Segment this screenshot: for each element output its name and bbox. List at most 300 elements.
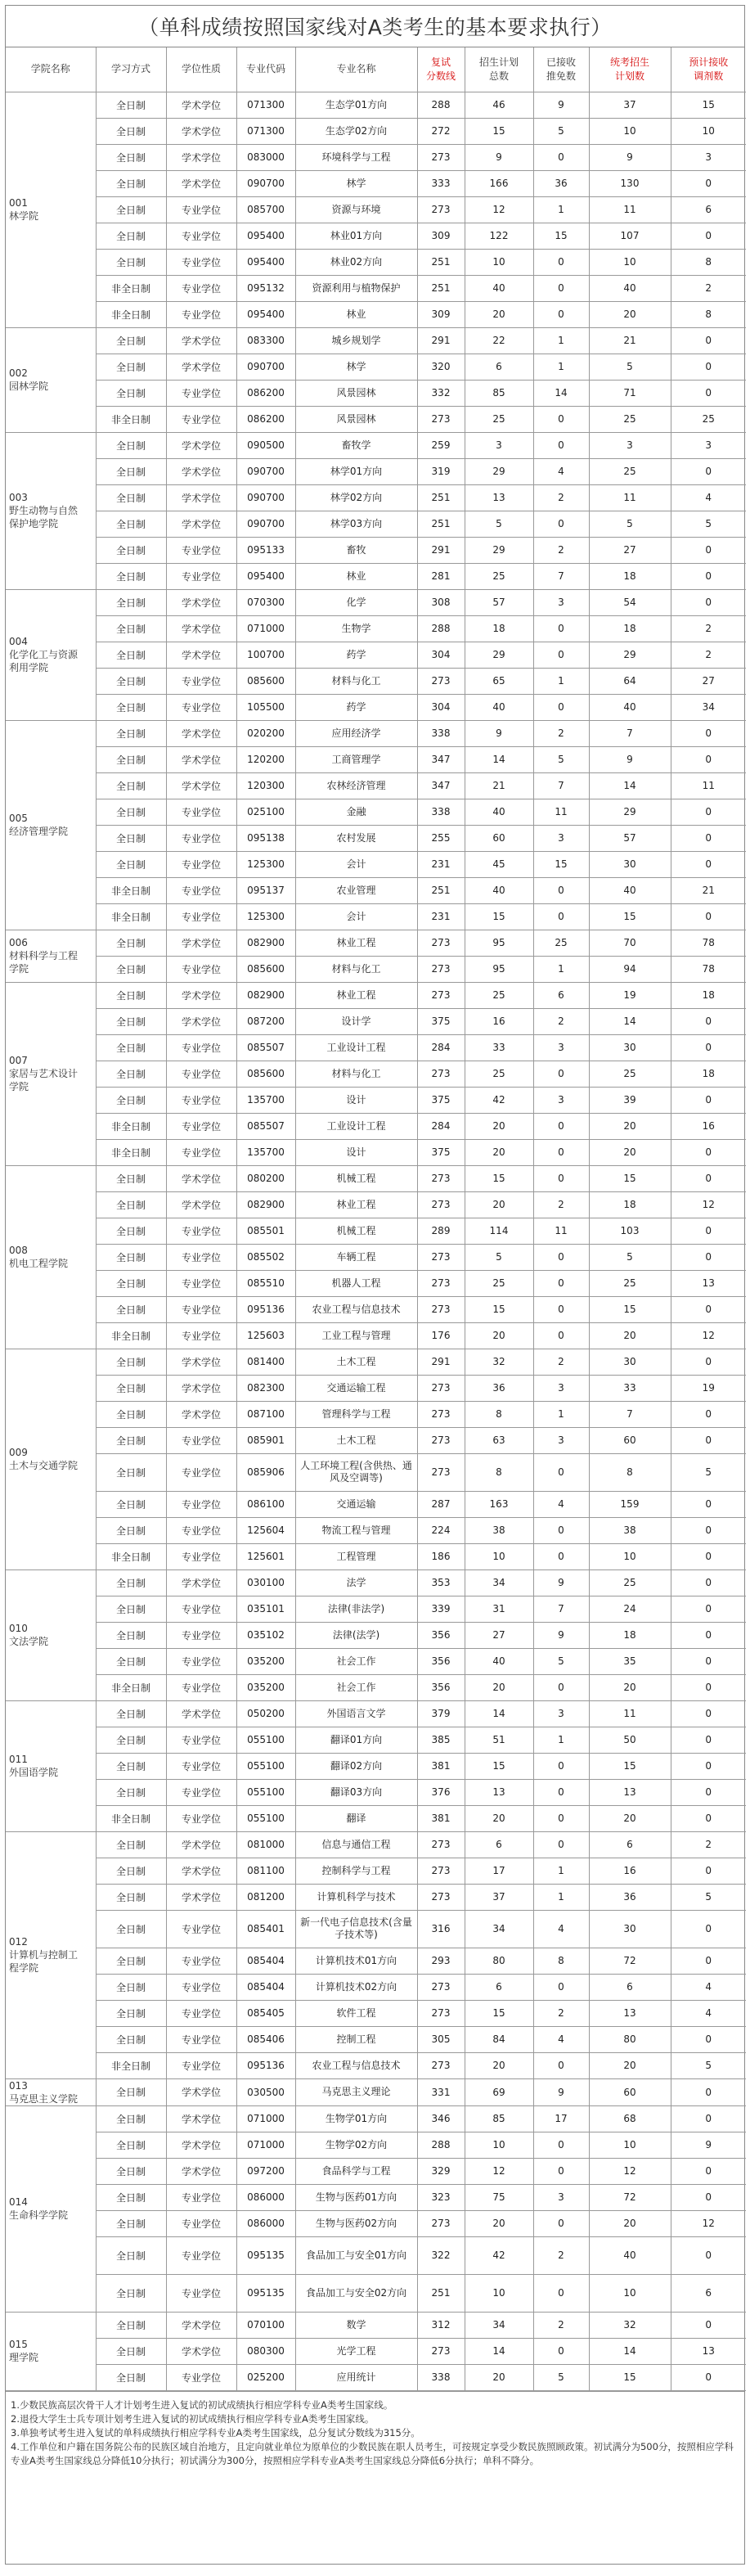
cell-plan: 25 xyxy=(465,1061,533,1087)
cell-code: 125300 xyxy=(236,903,295,930)
cell-score: 273 xyxy=(417,982,465,1008)
cell-adjust: 3 xyxy=(671,144,746,170)
cell-score: 273 xyxy=(417,2338,465,2364)
cell-major: 林业工程 xyxy=(295,930,417,956)
cell-score: 273 xyxy=(417,1270,465,1296)
cell-exempt: 0 xyxy=(533,406,589,432)
cell-plan: 13 xyxy=(465,484,533,511)
cell-code: 095133 xyxy=(236,537,295,563)
cell-major: 信息与通信工程 xyxy=(295,1831,417,1858)
cell-exempt: 0 xyxy=(533,1165,589,1191)
table-row xyxy=(6,615,746,642)
cell-major: 生物与医药02方向 xyxy=(295,2210,417,2236)
cell-adjust: 16 xyxy=(671,1113,746,1139)
cell-plan: 15 xyxy=(465,2000,533,2026)
cell-plan: 40 xyxy=(465,694,533,720)
cell-code: 082900 xyxy=(236,1191,295,1218)
cell-score: 186 xyxy=(417,1543,465,1569)
cell-unified: 20 xyxy=(589,1805,671,1831)
cell-plan: 13 xyxy=(465,1779,533,1805)
table-row xyxy=(6,1753,746,1779)
cell-unified: 20 xyxy=(589,1139,671,1165)
cell-exempt: 7 xyxy=(533,563,589,589)
cell-adjust: 0 xyxy=(671,1596,746,1622)
cell-exempt: 0 xyxy=(533,2338,589,2364)
cell-major: 生态学02方向 xyxy=(295,118,417,144)
table-row xyxy=(6,772,746,799)
cell-degree: 学术学位 xyxy=(166,354,236,380)
cell-score: 288 xyxy=(417,92,465,118)
cell-plan: 85 xyxy=(465,380,533,406)
cell-adjust: 0 xyxy=(671,1543,746,1569)
table-row xyxy=(6,275,746,301)
cell-adjust: 0 xyxy=(671,354,746,380)
cell-unified: 20 xyxy=(589,2210,671,2236)
cell-code: 070100 xyxy=(236,2312,295,2338)
table-row xyxy=(6,1113,746,1139)
table-row xyxy=(6,2026,746,2052)
cell-unified: 13 xyxy=(589,2000,671,2026)
cell-exempt: 0 xyxy=(533,694,589,720)
cell-plan: 15 xyxy=(465,118,533,144)
cell-plan: 20 xyxy=(465,301,533,327)
cell-code: 082900 xyxy=(236,982,295,1008)
table-row xyxy=(6,170,746,196)
cell-major: 计算机科学与技术 xyxy=(295,1884,417,1910)
cell-plan: 38 xyxy=(465,1517,533,1543)
table-row xyxy=(6,877,746,903)
cell-exempt: 15 xyxy=(533,851,589,877)
cell-mode: 全日制 xyxy=(96,930,166,956)
cell-exempt: 0 xyxy=(533,2132,589,2158)
cell-adjust: 0 xyxy=(671,1674,746,1700)
cell-adjust: 0 xyxy=(671,2078,746,2105)
cell-plan: 15 xyxy=(465,903,533,930)
table-row xyxy=(6,1727,746,1753)
cell-unified: 72 xyxy=(589,1948,671,1974)
cell-unified: 6 xyxy=(589,1974,671,2000)
cell-score: 346 xyxy=(417,2105,465,2132)
cell-adjust: 0 xyxy=(671,2312,746,2338)
cell-plan: 21 xyxy=(465,772,533,799)
cell-unified: 50 xyxy=(589,1727,671,1753)
cell-unified: 36 xyxy=(589,1884,671,1910)
cell-exempt: 4 xyxy=(533,1910,589,1948)
cell-score: 379 xyxy=(417,1700,465,1727)
cell-score: 251 xyxy=(417,2274,465,2312)
cell-major: 会计 xyxy=(295,851,417,877)
cell-exempt: 0 xyxy=(533,511,589,537)
cell-mode: 非全日制 xyxy=(96,406,166,432)
cell-mode: 全日制 xyxy=(96,2236,166,2274)
cell-code: 085405 xyxy=(236,2000,295,2026)
cell-plan: 40 xyxy=(465,799,533,825)
cell-unified: 20 xyxy=(589,301,671,327)
cell-adjust: 0 xyxy=(671,1569,746,1596)
cell-adjust: 0 xyxy=(671,1165,746,1191)
cell-degree: 专业学位 xyxy=(166,380,236,406)
cell-mode: 全日制 xyxy=(96,2184,166,2210)
cell-code: 035102 xyxy=(236,1622,295,1648)
table-row xyxy=(6,1270,746,1296)
table-row xyxy=(6,746,746,772)
cell-exempt: 0 xyxy=(533,1270,589,1296)
cell-code: 085502 xyxy=(236,1244,295,1270)
table-row xyxy=(6,1910,746,1948)
cell-mode: 全日制 xyxy=(96,2210,166,2236)
cell-degree: 专业学位 xyxy=(166,1674,236,1700)
cell-code: 095400 xyxy=(236,249,295,275)
cell-plan: 14 xyxy=(465,1700,533,1727)
cell-mode: 全日制 xyxy=(96,2158,166,2184)
cell-major: 翻译02方向 xyxy=(295,1753,417,1779)
cell-exempt: 7 xyxy=(533,1596,589,1622)
cell-adjust: 0 xyxy=(671,720,746,746)
college-name: 001 林学院 xyxy=(6,92,96,327)
cell-unified: 159 xyxy=(589,1491,671,1517)
cell-unified: 21 xyxy=(589,327,671,354)
cell-code: 085901 xyxy=(236,1427,295,1453)
cell-degree: 专业学位 xyxy=(166,2364,236,2390)
cell-score: 251 xyxy=(417,275,465,301)
cell-major: 车辆工程 xyxy=(295,1244,417,1270)
cell-adjust: 10 xyxy=(671,118,746,144)
cell-degree: 专业学位 xyxy=(166,1270,236,1296)
cell-unified: 72 xyxy=(589,2184,671,2210)
cell-score: 284 xyxy=(417,1113,465,1139)
table-row xyxy=(6,1087,746,1113)
cell-score: 332 xyxy=(417,380,465,406)
cell-adjust: 0 xyxy=(671,1349,746,1375)
cell-mode: 全日制 xyxy=(96,2132,166,2158)
table-row xyxy=(6,144,746,170)
college-name: 012 计算机与控制工 程学院 xyxy=(6,1831,96,2078)
cell-plan: 8 xyxy=(465,1401,533,1427)
cell-unified: 11 xyxy=(589,484,671,511)
cell-score: 305 xyxy=(417,2026,465,2052)
cell-adjust: 3 xyxy=(671,432,746,458)
cell-code: 071300 xyxy=(236,118,295,144)
cell-code: 095132 xyxy=(236,275,295,301)
cell-major: 翻译03方向 xyxy=(295,1779,417,1805)
cell-unified: 10 xyxy=(589,2274,671,2312)
cell-plan: 20 xyxy=(465,1674,533,1700)
cell-unified: 18 xyxy=(589,1191,671,1218)
cell-degree: 学术学位 xyxy=(166,615,236,642)
table-row xyxy=(6,249,746,275)
cell-degree: 专业学位 xyxy=(166,1543,236,1569)
college-name: 003 野生动物与自然 保护地学院 xyxy=(6,432,96,589)
cell-unified: 25 xyxy=(589,1061,671,1087)
cell-unified: 10 xyxy=(589,118,671,144)
cell-mode: 全日制 xyxy=(96,327,166,354)
cell-exempt: 9 xyxy=(533,92,589,118)
cell-mode: 全日制 xyxy=(96,1165,166,1191)
cell-unified: 54 xyxy=(589,589,671,615)
cell-plan: 46 xyxy=(465,92,533,118)
cell-degree: 学术学位 xyxy=(166,2132,236,2158)
cell-unified: 11 xyxy=(589,1700,671,1727)
cell-plan: 3 xyxy=(465,432,533,458)
cell-exempt: 1 xyxy=(533,1727,589,1753)
cell-unified: 9 xyxy=(589,144,671,170)
cell-unified: 71 xyxy=(589,380,671,406)
cell-major: 物流工程与管理 xyxy=(295,1517,417,1543)
cell-adjust: 0 xyxy=(671,1244,746,1270)
cell-adjust: 0 xyxy=(671,2184,746,2210)
cell-degree: 专业学位 xyxy=(166,799,236,825)
table-row xyxy=(6,2158,746,2184)
cell-adjust: 5 xyxy=(671,1453,746,1491)
cell-plan: 60 xyxy=(465,825,533,851)
cell-code: 095400 xyxy=(236,563,295,589)
cell-major: 林学 xyxy=(295,354,417,380)
cell-degree: 学术学位 xyxy=(166,484,236,511)
cell-plan: 85 xyxy=(465,2105,533,2132)
cell-code: 085404 xyxy=(236,1948,295,1974)
cell-plan: 15 xyxy=(465,1296,533,1322)
cell-adjust: 12 xyxy=(671,2210,746,2236)
cell-degree: 专业学位 xyxy=(166,1596,236,1622)
cell-code: 085510 xyxy=(236,1270,295,1296)
cell-degree: 专业学位 xyxy=(166,694,236,720)
cell-code: 097200 xyxy=(236,2158,295,2184)
cell-score: 304 xyxy=(417,694,465,720)
cell-exempt: 4 xyxy=(533,2026,589,2052)
cell-major: 法律(非法学) xyxy=(295,1596,417,1622)
table-row xyxy=(6,2000,746,2026)
cell-degree: 专业学位 xyxy=(166,537,236,563)
page-title: （单科成绩按照国家线对A类考生的基本要求执行） xyxy=(6,6,744,47)
cell-adjust: 0 xyxy=(671,746,746,772)
table-row xyxy=(6,1375,746,1401)
cell-unified: 38 xyxy=(589,1517,671,1543)
cell-score: 273 xyxy=(417,2210,465,2236)
cell-score: 273 xyxy=(417,1427,465,1453)
cell-plan: 36 xyxy=(465,1375,533,1401)
cell-degree: 专业学位 xyxy=(166,1517,236,1543)
cell-code: 095136 xyxy=(236,2052,295,2078)
cell-score: 375 xyxy=(417,1087,465,1113)
cell-mode: 全日制 xyxy=(96,825,166,851)
cell-degree: 学术学位 xyxy=(166,2158,236,2184)
cell-major: 林业工程 xyxy=(295,1191,417,1218)
cell-score: 323 xyxy=(417,2184,465,2210)
cell-score: 273 xyxy=(417,1858,465,1884)
cell-unified: 40 xyxy=(589,275,671,301)
cell-score: 273 xyxy=(417,1884,465,1910)
cell-degree: 学术学位 xyxy=(166,642,236,668)
cell-code: 090700 xyxy=(236,484,295,511)
cell-unified: 35 xyxy=(589,1648,671,1674)
cell-score: 329 xyxy=(417,2158,465,2184)
cell-code: 085501 xyxy=(236,1218,295,1244)
cell-plan: 45 xyxy=(465,851,533,877)
cell-score: 251 xyxy=(417,877,465,903)
cell-score: 251 xyxy=(417,484,465,511)
cell-score: 231 xyxy=(417,851,465,877)
cell-adjust: 2 xyxy=(671,1831,746,1858)
cell-unified: 10 xyxy=(589,249,671,275)
cell-exempt: 14 xyxy=(533,380,589,406)
cell-plan: 163 xyxy=(465,1491,533,1517)
cell-exempt: 5 xyxy=(533,2364,589,2390)
cell-unified: 94 xyxy=(589,956,671,982)
cell-mode: 全日制 xyxy=(96,1974,166,2000)
cell-adjust: 0 xyxy=(671,1753,746,1779)
cell-major: 林业 xyxy=(295,563,417,589)
cell-code: 086200 xyxy=(236,380,295,406)
cell-degree: 专业学位 xyxy=(166,1061,236,1087)
table-row xyxy=(6,432,746,458)
cell-unified: 20 xyxy=(589,2052,671,2078)
note-line: 4.工作单位和户籍在国务院公布的民族区域自治地方，且定向就业单位为原单位的少数民族在职人员考生，可按规定享受少数民族照顾政策。初试满分为500分，按照相应学科专业A类考生国家线总分降低10分执行；初试满分为300分，按照相应学科专业A类考生国家线总分降低6分执行；单科不降分。 xyxy=(11,2440,734,2466)
cell-unified: 30 xyxy=(589,851,671,877)
cell-major: 生物学 xyxy=(295,615,417,642)
cell-major: 药学 xyxy=(295,642,417,668)
cell-unified: 80 xyxy=(589,2026,671,2052)
college-name: 014 生命科学学院 xyxy=(6,2105,96,2312)
cell-plan: 12 xyxy=(465,196,533,223)
cell-degree: 专业学位 xyxy=(166,668,236,694)
cell-adjust: 0 xyxy=(671,170,746,196)
table-row xyxy=(6,1008,746,1034)
cell-adjust: 0 xyxy=(671,1700,746,1727)
cell-major: 林学01方向 xyxy=(295,458,417,484)
cell-exempt: 3 xyxy=(533,1700,589,1727)
cell-degree: 学术学位 xyxy=(166,589,236,615)
cell-unified: 24 xyxy=(589,1596,671,1622)
cell-plan: 6 xyxy=(465,1831,533,1858)
cell-code: 035200 xyxy=(236,1648,295,1674)
cell-major: 食品加工与安全02方向 xyxy=(295,2274,417,2312)
cell-mode: 非全日制 xyxy=(96,1805,166,1831)
cell-mode: 全日制 xyxy=(96,1753,166,1779)
cell-major: 机械工程 xyxy=(295,1165,417,1191)
cell-score: 356 xyxy=(417,1674,465,1700)
cell-score: 333 xyxy=(417,170,465,196)
college-name: 015 理学院 xyxy=(6,2312,96,2390)
cell-unified: 5 xyxy=(589,354,671,380)
cell-exempt: 1 xyxy=(533,1884,589,1910)
cell-exempt: 1 xyxy=(533,1401,589,1427)
cell-exempt: 5 xyxy=(533,746,589,772)
cell-exempt: 0 xyxy=(533,1244,589,1270)
cell-mode: 全日制 xyxy=(96,668,166,694)
cell-major: 林学02方向 xyxy=(295,484,417,511)
cell-score: 356 xyxy=(417,1622,465,1648)
cell-major: 资源利用与植物保护 xyxy=(295,275,417,301)
cell-unified: 20 xyxy=(589,1113,671,1139)
cell-adjust: 0 xyxy=(671,1087,746,1113)
table-row xyxy=(6,223,746,249)
cell-major: 林业 xyxy=(295,301,417,327)
cell-unified: 20 xyxy=(589,1674,671,1700)
cell-adjust: 4 xyxy=(671,484,746,511)
cell-adjust: 0 xyxy=(671,1858,746,1884)
cell-score: 293 xyxy=(417,1948,465,1974)
cell-code: 100700 xyxy=(236,642,295,668)
cell-major: 应用经济学 xyxy=(295,720,417,746)
cell-degree: 专业学位 xyxy=(166,2236,236,2274)
cell-major: 交通运输 xyxy=(295,1491,417,1517)
cell-code: 071000 xyxy=(236,2132,295,2158)
college-name: 011 外国语学院 xyxy=(6,1700,96,1831)
cell-unified: 57 xyxy=(589,825,671,851)
note-line: 2.退役大学生士兵专项计划考生进入复试的初试成绩执行相应学科专业A类考生国家线。 xyxy=(11,2412,375,2425)
cell-major: 农业工程与信息技术 xyxy=(295,1296,417,1322)
cell-plan: 15 xyxy=(465,1753,533,1779)
cell-mode: 全日制 xyxy=(96,956,166,982)
cell-exempt: 2 xyxy=(533,720,589,746)
cell-mode: 全日制 xyxy=(96,982,166,1008)
cell-adjust: 0 xyxy=(671,1910,746,1948)
table-row xyxy=(6,1700,746,1727)
cell-plan: 6 xyxy=(465,354,533,380)
cell-exempt: 2 xyxy=(533,2000,589,2026)
cell-unified: 40 xyxy=(589,694,671,720)
cell-major: 食品科学与工程 xyxy=(295,2158,417,2184)
table-row xyxy=(6,1453,746,1491)
cell-code: 055100 xyxy=(236,1727,295,1753)
cell-major: 环境科学与工程 xyxy=(295,144,417,170)
cell-unified: 7 xyxy=(589,720,671,746)
cell-adjust: 0 xyxy=(671,1427,746,1453)
cell-plan: 20 xyxy=(465,1113,533,1139)
cell-degree: 学术学位 xyxy=(166,1349,236,1375)
cell-degree: 学术学位 xyxy=(166,930,236,956)
cell-degree: 学术学位 xyxy=(166,1008,236,1034)
cell-code: 090700 xyxy=(236,170,295,196)
cell-degree: 学术学位 xyxy=(166,1700,236,1727)
cell-mode: 全日制 xyxy=(96,2000,166,2026)
cell-degree: 专业学位 xyxy=(166,1910,236,1948)
cell-exempt: 0 xyxy=(533,877,589,903)
cell-score: 347 xyxy=(417,772,465,799)
cell-score: 381 xyxy=(417,1805,465,1831)
table-row xyxy=(6,1974,746,2000)
cell-major: 林业02方向 xyxy=(295,249,417,275)
cell-score: 251 xyxy=(417,511,465,537)
cell-major: 工业工程与管理 xyxy=(295,1322,417,1349)
cell-score: 347 xyxy=(417,746,465,772)
table-row xyxy=(6,2236,746,2274)
cell-mode: 全日制 xyxy=(96,249,166,275)
cell-degree: 专业学位 xyxy=(166,1244,236,1270)
table-row xyxy=(6,1858,746,1884)
cell-adjust: 18 xyxy=(671,982,746,1008)
cell-degree: 学术学位 xyxy=(166,746,236,772)
cell-unified: 5 xyxy=(589,511,671,537)
cell-mode: 全日制 xyxy=(96,144,166,170)
college-name: 004 化学化工与资源 利用学院 xyxy=(6,589,96,720)
cell-plan: 10 xyxy=(465,1543,533,1569)
cell-score: 272 xyxy=(417,118,465,144)
cell-score: 288 xyxy=(417,615,465,642)
cell-mode: 全日制 xyxy=(96,772,166,799)
cell-major: 马克思主义理论 xyxy=(295,2078,417,2105)
cell-adjust: 13 xyxy=(671,2338,746,2364)
cell-plan: 14 xyxy=(465,746,533,772)
cell-plan: 27 xyxy=(465,1622,533,1648)
cell-code: 071300 xyxy=(236,92,295,118)
cell-unified: 39 xyxy=(589,1087,671,1113)
cell-unified: 14 xyxy=(589,1008,671,1034)
cell-mode: 全日制 xyxy=(96,1453,166,1491)
cell-score: 251 xyxy=(417,249,465,275)
note-line: 1.少数民族高层次骨干人才计划考生进入复试的初试成绩执行相应学科专业A类考生国家线。 xyxy=(11,2398,393,2411)
cell-plan: 20 xyxy=(465,1191,533,1218)
